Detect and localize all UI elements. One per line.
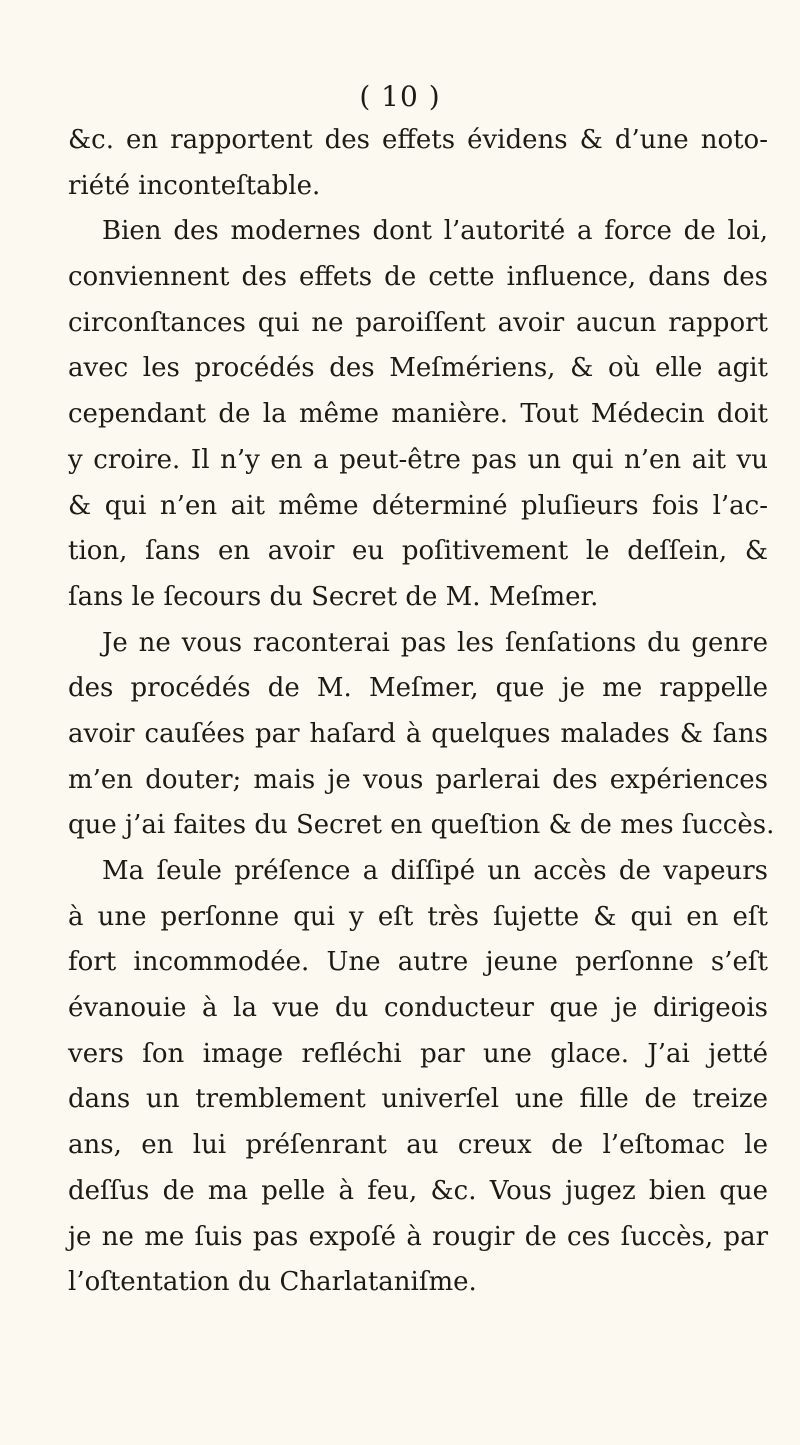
text-line: m’en douter; mais je vous parlerai des expériences: [68, 764, 768, 795]
text-line: &c. en rapportent des effets évidens & d’une noto-: [68, 125, 768, 155]
text-line: circonſtances qui ne paroiſſent avoir aucun rapport: [68, 307, 768, 338]
text-line: évanouie à la vue du conducteur que je dirigeois: [68, 993, 768, 1024]
text-line: ans, en lui préſenrant au creux de l’eſtomac le: [68, 1130, 768, 1161]
text-line: que j’ai faites du Secret en queſtion & de mes ſuccès.: [68, 810, 775, 841]
text-line: y croire. Il n’y en a peut-être pas un qui n’en ait vu: [68, 444, 768, 475]
text-line: avec les procédés des Meſmériens, & où elle agit: [68, 353, 768, 384]
text-line: l’oſtentation du Charlataniſme.: [68, 1267, 477, 1298]
text-line: tion, ſans en avoir eu poſitivement le deſſein, &: [68, 536, 768, 567]
text-line: & qui n’en ait même déterminé pluſieurs fois l’ac-: [68, 490, 768, 521]
text-line: riété inconteſtable.: [68, 170, 321, 201]
text-line: des procédés de M. Meſmer, que je me rappelle: [68, 673, 768, 704]
text-line: vers ſon image refléchi par une glace. J’ai jetté: [68, 1038, 768, 1069]
text-line: deſſus de ma pelle à feu, &c. Vous jugez bien que: [68, 1175, 768, 1206]
text-line: à une perſonne qui y eſt très ſujette & qui en eſt: [68, 901, 768, 932]
text-line: Bien des modernes dont l’autorité a force de loi,: [102, 216, 768, 247]
text-line: dans un tremblement univerſel une fille de treize: [68, 1084, 768, 1115]
page-number: ( 10 ): [359, 80, 441, 113]
text-line: je ne me ſuis pas expoſé à rougir de ces ſuccès, par: [68, 1221, 768, 1252]
text-line: Je ne vous raconterai pas les ſenſations du genre: [102, 627, 768, 658]
text-line: conviennent des effets de cette influence, dans des: [68, 262, 768, 293]
text-line: cependant de la même manière. Tout Médecin doit: [68, 399, 768, 430]
text-line: avoir cauſées par haſard à quelques malades & ſans: [68, 718, 768, 749]
text-line: Ma ſeule préſence a diſſipé un accès de vapeurs: [102, 856, 768, 886]
text-line: ſans le ſecours du Secret de M. Meſmer.: [68, 581, 599, 612]
page-body-text: [68, 118, 775, 1306]
text-line: fort incommodée. Une autre jeune perſonne s’eſt: [68, 947, 768, 978]
